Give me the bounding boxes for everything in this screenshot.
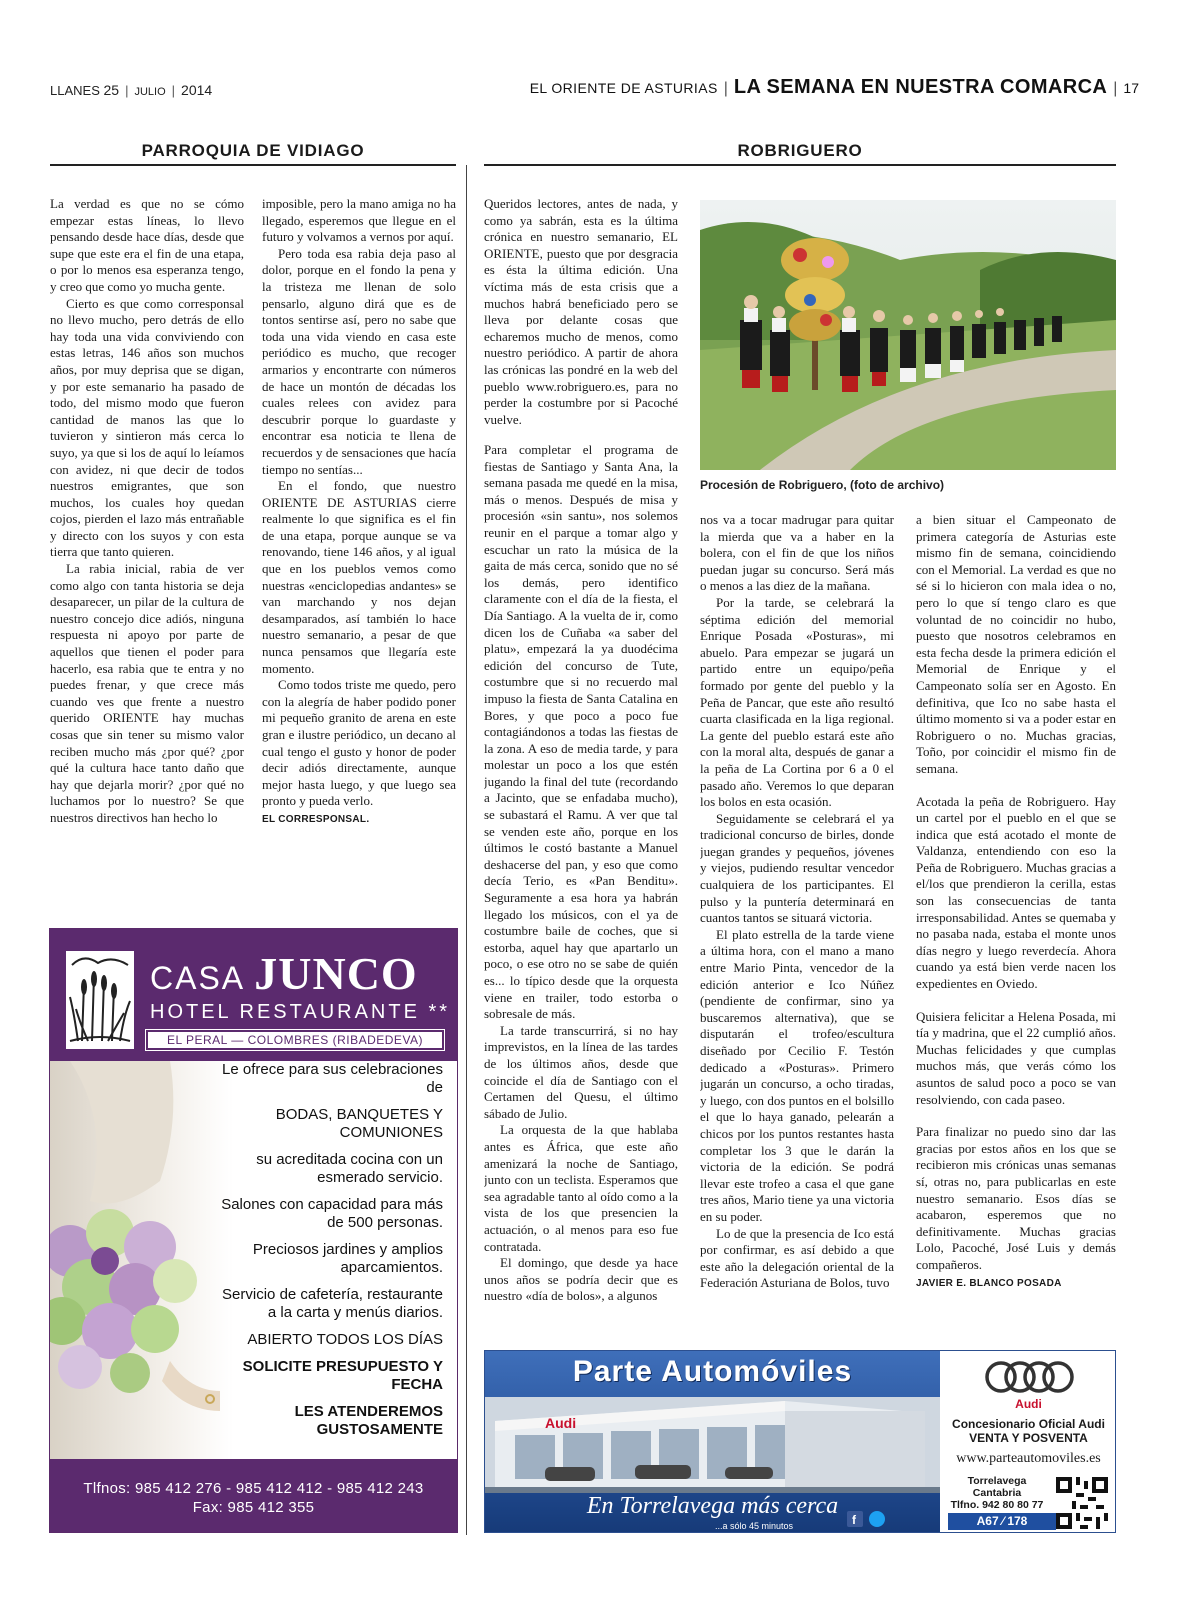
paragraph: imposible, pero la mano amiga no ha llegado, esperemos que llegue en el futuro y volvamos a vernos por aquí.: [262, 196, 456, 245]
ad-casa-word: CASA: [150, 960, 244, 996]
ad-line: SOLICITE PRESUPUESTO Y FECHA: [242, 1358, 443, 1393]
procession-photo: [700, 200, 1116, 470]
qr-code-icon[interactable]: [1056, 1477, 1108, 1529]
header-day: 25: [103, 82, 120, 98]
paragraph: Lo de que la presencia de Ico está por confirmar, es así debido a que este año la delegación oriental de la Federación Asturiana de Bolos, tuvo: [700, 1225, 894, 1291]
dealer-distance: ...a sólo 45 minutos: [715, 1521, 794, 1531]
paragraph: Acotada la peña de Robriguero. Hay un cartel por el pueblo en el que se indica que está acotado el monte de Valdanza, entendiendo con eso la Peña de Robriguero. Muchas gracias a el/los que prendieron la cerilla, estas son las consecuencias de tanta irresponsabilidad. Antes se quemaba y no pasaba nada, estaba el monte unos días negro y luego reverdecía. Ahora cuando ya está bien verde nacen los expedientes en Oviedo.: [916, 793, 1116, 992]
robriguero-byline: JAVIER E. BLANCO POSADA: [916, 1277, 1062, 1289]
ad-line: ABIERTO TODOS LOS DÍAS: [247, 1331, 443, 1348]
robriguero-heading: ROBRIGUERO: [484, 138, 1116, 166]
ad-line: Preciosos jardines y amplios aparcamientos.: [252, 1241, 443, 1276]
ad-line: BODAS, BANQUETES Y COMUNIONES: [275, 1106, 443, 1141]
paragraph: Para finalizar no puedo sino dar las gracias por estos años en los que se recibieron mis crónicas unas semanas sí, otras no, para publicarlas en este nuestro semanario. Esos días se acabaron, esperemos que no definitivamente. Muchas gracias Lolo, Pacoché, José Luis y demás compañeros.: [916, 1124, 1116, 1272]
paragraph: Por la tarde, se celebrará la séptima edición del memorial Enrique Posada «Posturas», mi abuelo. Para empezar se jugará un partido entre un equipo/peña formado por gente del pueblo y la Peña de Pancar, que este año resultó cuarta clasificada en la liga regional. La gente del pueblo estará este año con la moral alta, después de ganar a la peña de La Cortina por 6 a 0 el pasado año. Veremos lo que deparan los bolos en esta ocasión.: [700, 594, 894, 810]
paragraph: nos va a tocar madrugar para quitar la mierda que va a haber en la bolera, con el fin de que los niños puedan jugar su concurso. Será más o menos a las diez de la mañana.: [700, 512, 894, 594]
ad-contact-band: [50, 1459, 457, 1533]
dealer-url[interactable]: www.parteautomoviles.es: [956, 1451, 1101, 1466]
paragraph: Pero toda esa rabia deja paso al dolor, porque en el fondo la pena y la tristeza me llenan de solo pensarlo, alguno dirá que es de tontos sentirse así, pero no sabe que toda una vida viendo en casa este periódico es mucho, que recoger armarios y encontrarte con números de hace un montón de décadas los cuales relees con avidez para descubrir porque lo guardaste y encontrar esa noticia te llena de recuerdos y de sensaciones que hacía tiempo no sentías...: [262, 245, 456, 477]
header-month: JULIO: [134, 86, 166, 98]
section-title: LA SEMANA EN NUESTRA COMARCA: [733, 76, 1108, 98]
paragraph: La verdad es que no se cómo empezar estas líneas, lo llevo pensando desde hace días, desde que supe que este era el fin de una etapa, o por lo menos esa esperanza tengo, y creo que como yo mucha gente.: [50, 196, 244, 294]
cattail-logo-icon: [66, 951, 134, 1049]
region-line: Cantabria: [972, 1487, 1022, 1499]
audi-rings-icon: [984, 1359, 1076, 1395]
road-sign: A67 ⁄ 178: [948, 1513, 1056, 1530]
header-town: LLANES: [50, 83, 100, 98]
paragraph: En el fondo, que nuestro ORIENTE DE ASTURIAS cierre realmente lo que significa es el fin de una etapa, porque aunque se va renovando, tiene 146 años, y al igual que en los pueblos vemos como nuestras «enciclopedias andantes» se van marchando y nos dejan desamparados, así también lo hace nuestro semanario, a pesar de que nunca pensamos que llegaría este momento.: [262, 478, 456, 676]
concession-line: Concesionario Oficial Audi: [952, 1417, 1105, 1431]
paragraph: Queridos lectores, antes de nada, y como ya sabrán, esta es la última crónica en nuestro semanario, EL ORIENTE, puesto que por desgracia es ésta la última edición. Una víctima más de esta crisis que a muchos habrá beneficiado pero se lleva por delante cosas que echaremos mucho de menos, como nuestro periódico. A partir de ahora las crónicas las pondré en la web del pueblo www.robriguero.es, para no perder la costumbre por si Pacoché vuelve.: [484, 196, 678, 426]
ad-junco-word: JUNCO: [254, 948, 418, 999]
paragraph: El domingo, que desde ya hace unos años se podría decir que es nuestro «día de bolos», a algunos: [484, 1255, 678, 1304]
paragraph: Para completar el programa de fiestas de Santiago y Santa Ana, la semana pasada me quedé en la misa, más o menos. Después de misa y procesión «sin santu», nos solemos reunir en el parque a tomar algo y escuchar un rato la música de la gaita de más cerca, sonido que no sé los demás, pero identifico claramente con el día de la fiesta, el Día Santiago. A la vuelta de ir, como dicen los de Cuñaba «a saber del platu», empezará la ya duodécima edición del concurso de Tute, costumbre que si no recuerdo mal impuso la fiesta de Santa Catalina en Bores, y que poco a poco fue contagiándonos a todas las fiestas de la zona. A eso de media tarde, y para molestar un poco a los que estén jugando la final del tute (recordando a Jacinto, que se enfadaba mucho), se subastará el Ramu. A ver que tal se venden este año, porque en los últimos le costó bastante a Manuel deshacerse del pan, y eso que como decía Terio, es «Pan Benditu». Seguramente a esa hora ya habrán llegado los músicos, con el ya de costumbre baile de coches, que si estorba, aquel hay que apartarlo un poco, o ese otro no se sabe de quién es... lo típico desde que la orquesta viene en trailer, todo estorba o sobresale de más.: [484, 442, 678, 1022]
phone-line: Tlfno. 942 80 80 77: [950, 1499, 1044, 1511]
ad-fax: Fax: 985 412 355: [192, 1499, 315, 1516]
ad-line: Servicio de cafetería, restaurante a la carta y menús diarios.: [222, 1286, 443, 1321]
paragraph: Quisiera felicitar a Helena Posada, mi tía y madrina, que el 22 cumplió años. Muchas felicidades y que cumplas muchos más, que verás cómo los asuntos de salud poco a poco se van resolviendo, con cada paseo.: [916, 1008, 1116, 1107]
ad-brand-name: [150, 947, 418, 1000]
casa-junco-ad[interactable]: [49, 928, 458, 1533]
dealer-slogan: En Torrelavega más cerca: [586, 1493, 839, 1519]
paragraph: La tarde transcurrirá, si no hay imprevistos, en la línea de las tardes de los últimos años, desde que coincide el día de Santiago con el Certamen del Quesu, el último sábado de Julio.: [484, 1022, 678, 1121]
dealer-address: [942, 1475, 1052, 1511]
ad-hotel-restaurante: HOTEL RESTAURANTE **: [150, 1001, 451, 1023]
robriguero-column-2: [700, 512, 894, 1337]
ad-line: LES ATENDEREMOS GUSTOSAMENTE: [294, 1403, 443, 1438]
header-year: 2014: [181, 82, 213, 98]
vidiago-heading: PARROQUIA DE VIDIAGO: [50, 138, 456, 166]
photo-caption: Procesión de Robriguero, (foto de archivo): [700, 478, 945, 492]
paragraph: Como todos triste me quedo, pero con la alegría de haber podido poner mi pequeño granito de arena en este gran e ilustre periódico, un decano al cual tengo el gusto y honor de poder decir adiós directamente, aunque mejor hasta luego, y que luego sea pronto y pueda verlo.: [262, 677, 456, 809]
svg-text:f: f: [852, 1513, 856, 1527]
sales-line: VENTA Y POSVENTA: [969, 1431, 1088, 1445]
robriguero-column-3: [916, 512, 1116, 1337]
paragraph: La rabia inicial, rabia de ver como algo con tanta historia se deja desaparecer, un pilar de la cultura de nuestro concejo dice adiós, ninguna respuesta ni apoyo por parte de aquellos que tienen el poder para hacerlo, esa rabia que te entra y no puedes frenar, y que crece más cuando ves que frente a nuestro querido ORIENTE hay muchas cosas que sin tener su mismo valor reciben mucho más ¿por qué? ¿por qué la cultura hace tanto daño que hay que dejarla morir? ¿por qué no luchamos por lo nuestro? Se que nuestros directivos han hecho lo: [50, 561, 244, 825]
ad-line: su acreditada cocina con un esmerado servicio.: [256, 1151, 443, 1186]
social-icons: [847, 1511, 887, 1527]
dealer-name: Parte Automóviles: [572, 1355, 853, 1388]
ad-line: Le ofrece para sus celebraciones de: [222, 1061, 443, 1096]
robriguero-column-1: [484, 442, 678, 1337]
parte-automoviles-ad[interactable]: [484, 1350, 1116, 1533]
ad-services-text: [213, 1061, 443, 1448]
column-separator: [466, 165, 467, 1535]
dealer-info-panel: [940, 1351, 1116, 1533]
vidiago-column-1: [50, 196, 244, 916]
paragraph: a bien situar el Campeonato de primera categoría de Asturias este mismo fin de semana, coincidiendo con el Memorial. La verdad es que no sé si lo hicieron con mala idea o no, pero lo que sí tengo claro es que voluntad de no coincidir no hubo, puesto que nosotros celebramos en esta fecha desde la primera edición el Memorial de Enrique y el Campeonato solía ser en Agosto. En definitiva, que Ico no sabe hasta el último momento si va a poder estar en Robriguero o no. Muchas gracias, Toño, por coincidir el mismo fin de semana.: [916, 512, 1116, 776]
paragraph: Seguidamente se celebrará el ya tradicional concurso de birles, donde juegan grandes y pequeños, jóvenes y viejos, pudiendo resultar vencedor cualquiera de los participantes. El pulso y la puntería determinará en cuantos tantos se situará victoria.: [700, 810, 894, 926]
brand-label: Audi: [1015, 1397, 1042, 1411]
showroom-sign: Audi: [545, 1415, 577, 1431]
city-line: Torrelavega: [967, 1475, 1027, 1487]
vidiago-byline: EL CORRESPONSAL.: [262, 813, 370, 825]
ad-phones: Tlfnos: 985 412 276 - 985 412 412 - 985 412 243: [83, 1480, 424, 1497]
vidiago-column-2: [262, 196, 456, 916]
concession-text: [940, 1417, 1116, 1445]
page-number: 17: [1123, 80, 1139, 96]
page-header-left: LLANES 25 | JULIO | 2014: [50, 82, 213, 98]
bridal-bouquet-image: [50, 1061, 230, 1459]
ad-location: EL PERAL — COLOMBRES (RIBADEDEVA): [146, 1030, 444, 1050]
publication-name: EL ORIENTE DE ASTURIAS: [529, 80, 718, 96]
paragraph: El plato estrella de la tarde viene a última hora, con el mano a mano entre Mario Pinta, vencedor de la edición anterior e Ico Núñez (pendiente de confirmar, sino ya buscaremos alternativa), que se disputarán el trofeo/escultura diseñado por Cecilio F. Testón dedicado a «Posturas». Primero jugarán un concurso, a ocho tiradas, y luego, con dos puntos en el bolsillo el que lo haya ganado, pelearán a chicos por los puntos restantes hasta completar los 3 que le darán la victoria de la edición. Se podrá llevar este trofeo a casa el que gane tres años, Mario tiene ya una victoria en su poder.: [700, 926, 894, 1224]
page-header-right: EL ORIENTE DE ASTURIAS | LA SEMANA EN NUESTRA COMARCA | 17: [529, 76, 1139, 98]
ad-line: Salones con capacidad para más de 500 personas.: [221, 1196, 443, 1231]
paragraph: La orquesta de la que hablaba antes es África, que este año amenizará la noche de Santiago, junto con un teclista. Esperamos que sea agradable tanto al oído como a la vista de los que presencien la actuación, o al menos para eso fue contratada.: [484, 1122, 678, 1254]
robriguero-intro: [484, 196, 678, 426]
paragraph: Cierto es que como corresponsal no llevo mucho, pero detrás de ello hay toda una vida conviviendo con estas letras, 146 años son muchos años, por muy deprisa que se digan, y por este semanario ha pasado de todo, del mismo modo que fueron cantidad de manos las que lo tuvieron y sintieron más cerca lo suyo, ya que si los de aquí lo leíamos con avidez, ni que decir de todos nuestros emigrantes, que son muchos, los cuales hoy quedan cojos, pierden el lazo más entrañable y directo con los suyos y con esta tierra que tanto quieren.: [50, 295, 244, 560]
